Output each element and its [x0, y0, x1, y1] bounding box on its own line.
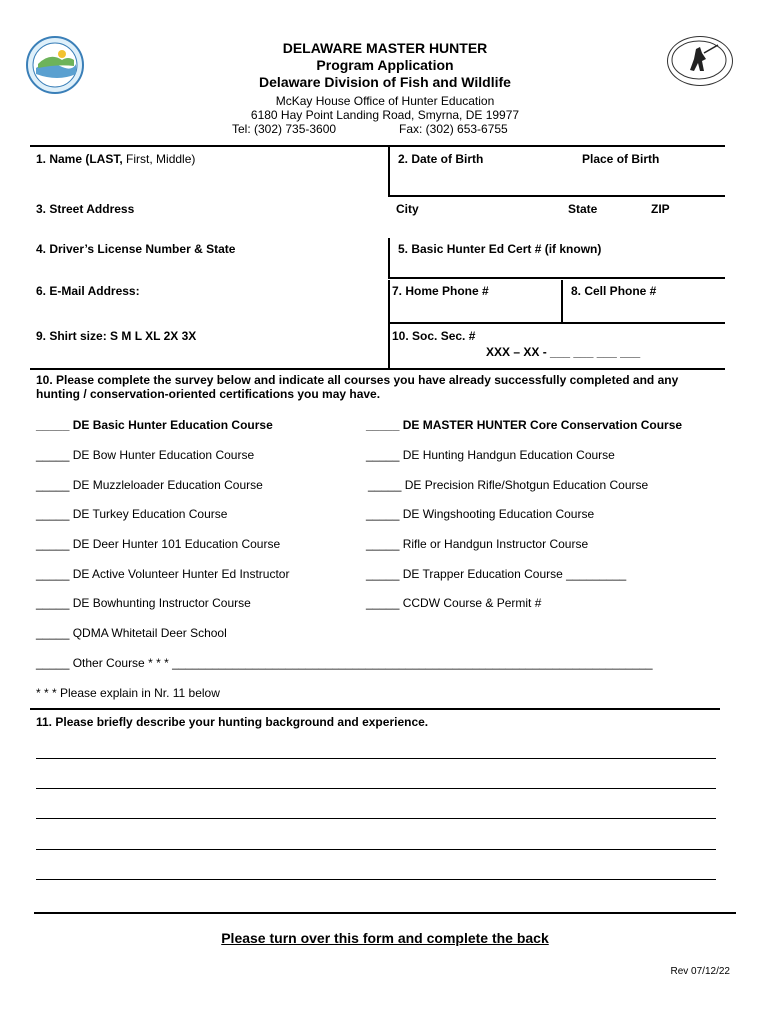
writing-line[interactable] — [36, 788, 716, 789]
shirt-size-field[interactable]: 9. Shirt size: S M L XL 2X 3X — [36, 329, 197, 343]
divider — [561, 280, 563, 323]
course-checkbox[interactable]: _____ DE Bow Hunter Education Course — [36, 448, 255, 462]
form-subtitle: Program Application — [316, 57, 454, 73]
dob-field[interactable]: 2. Date of Birth — [398, 152, 484, 166]
divider — [388, 145, 390, 195]
office-address: 6180 Hay Point Landing Road, Smyrna, DE 19977 — [250, 108, 520, 122]
cell-phone-field[interactable]: 8. Cell Phone # — [571, 284, 657, 298]
divider — [388, 322, 725, 324]
course-checkbox[interactable]: _____ DE Trapper Education Course _________ — [366, 567, 627, 581]
writing-line[interactable] — [36, 818, 716, 819]
email-field[interactable]: 6. E-Mail Address: — [36, 284, 140, 298]
course-checkbox[interactable]: _____ DE MASTER HUNTER Core Conservation Course — [366, 418, 683, 432]
fax-number: Fax: (302) 653-6755 — [399, 122, 508, 136]
course-checkbox[interactable]: _____ DE Turkey Education Course — [36, 507, 228, 521]
background-prompt: 11. Please briefly describe your hunting background and experience. — [36, 715, 429, 729]
revision-date: Rev 07/12/22 — [670, 966, 730, 977]
divider — [30, 708, 720, 710]
form-top-border — [30, 145, 725, 147]
writing-line[interactable] — [36, 758, 716, 759]
divider — [30, 368, 725, 370]
city-field[interactable]: City — [396, 202, 419, 216]
divider — [34, 912, 736, 914]
course-checkbox[interactable]: _____ DE Active Volunteer Hunter Ed Instructor — [36, 567, 290, 581]
ssn-field[interactable]: 10. Soc. Sec. # — [392, 329, 476, 343]
divider — [388, 238, 390, 278]
divider — [388, 195, 725, 197]
drivers-license-field[interactable]: 4. Driver’s License Number & State — [36, 242, 236, 256]
agency-name: Delaware Division of Fish and Wildlife — [259, 74, 511, 90]
street-address-field[interactable]: 3. Street Address — [36, 202, 135, 216]
course-checkbox[interactable]: _____ DE Muzzleloader Education Course — [36, 478, 263, 492]
survey-intro-cont: hunting / conservation-oriented certifications you may have. — [36, 387, 381, 401]
survey-intro: 10. Please complete the survey below and indicate all courses you have already successfully completed and any — [36, 373, 679, 387]
ssn-format: XXX – XX - ___ ___ ___ ___ — [486, 345, 641, 359]
turn-over-instruction: Please turn over this form and complete the back — [221, 930, 549, 946]
other-course-field[interactable]: _____ Other Course * * * ________________________________________________________________________ — [36, 656, 653, 670]
course-checkbox[interactable]: _____ DE Basic Hunter Education Course — [36, 418, 273, 432]
zip-field[interactable]: ZIP — [651, 202, 670, 216]
divider — [388, 324, 390, 369]
phone-number: Tel: (302) 735-3600 — [232, 122, 337, 136]
form-title: DELAWARE MASTER HUNTER — [282, 40, 488, 56]
writing-line[interactable] — [36, 879, 716, 880]
footnote: * * * Please explain in Nr. 11 below — [36, 686, 220, 700]
office-name: McKay House Office of Hunter Education — [275, 94, 495, 108]
course-checkbox[interactable]: _____ CCDW Course & Permit # — [366, 596, 542, 610]
course-checkbox[interactable]: _____ QDMA Whitetail Deer School — [36, 626, 227, 640]
divider — [388, 280, 390, 323]
divider — [388, 277, 725, 279]
course-checkbox[interactable]: _____ DE Hunting Handgun Education Course — [366, 448, 615, 462]
course-checkbox[interactable]: _____ DE Bowhunting Instructor Course — [36, 596, 251, 610]
course-checkbox[interactable]: _____ Rifle or Handgun Instructor Course — [366, 537, 589, 551]
birthplace-field[interactable]: Place of Birth — [582, 152, 660, 166]
hunter-cert-field[interactable]: 5. Basic Hunter Ed Cert # (if known) — [398, 242, 602, 256]
course-checkbox[interactable]: _____ DE Precision Rifle/Shotgun Education Course — [368, 478, 649, 492]
course-checkbox[interactable]: _____ DE Deer Hunter 101 Education Course — [36, 537, 281, 551]
writing-line[interactable] — [36, 849, 716, 850]
course-checkbox[interactable]: _____ DE Wingshooting Education Course — [366, 507, 595, 521]
state-field[interactable]: State — [568, 202, 598, 216]
home-phone-field[interactable]: 7. Home Phone # — [392, 284, 489, 298]
name-field[interactable]: 1. Name (LAST, First, Middle) — [36, 152, 196, 166]
